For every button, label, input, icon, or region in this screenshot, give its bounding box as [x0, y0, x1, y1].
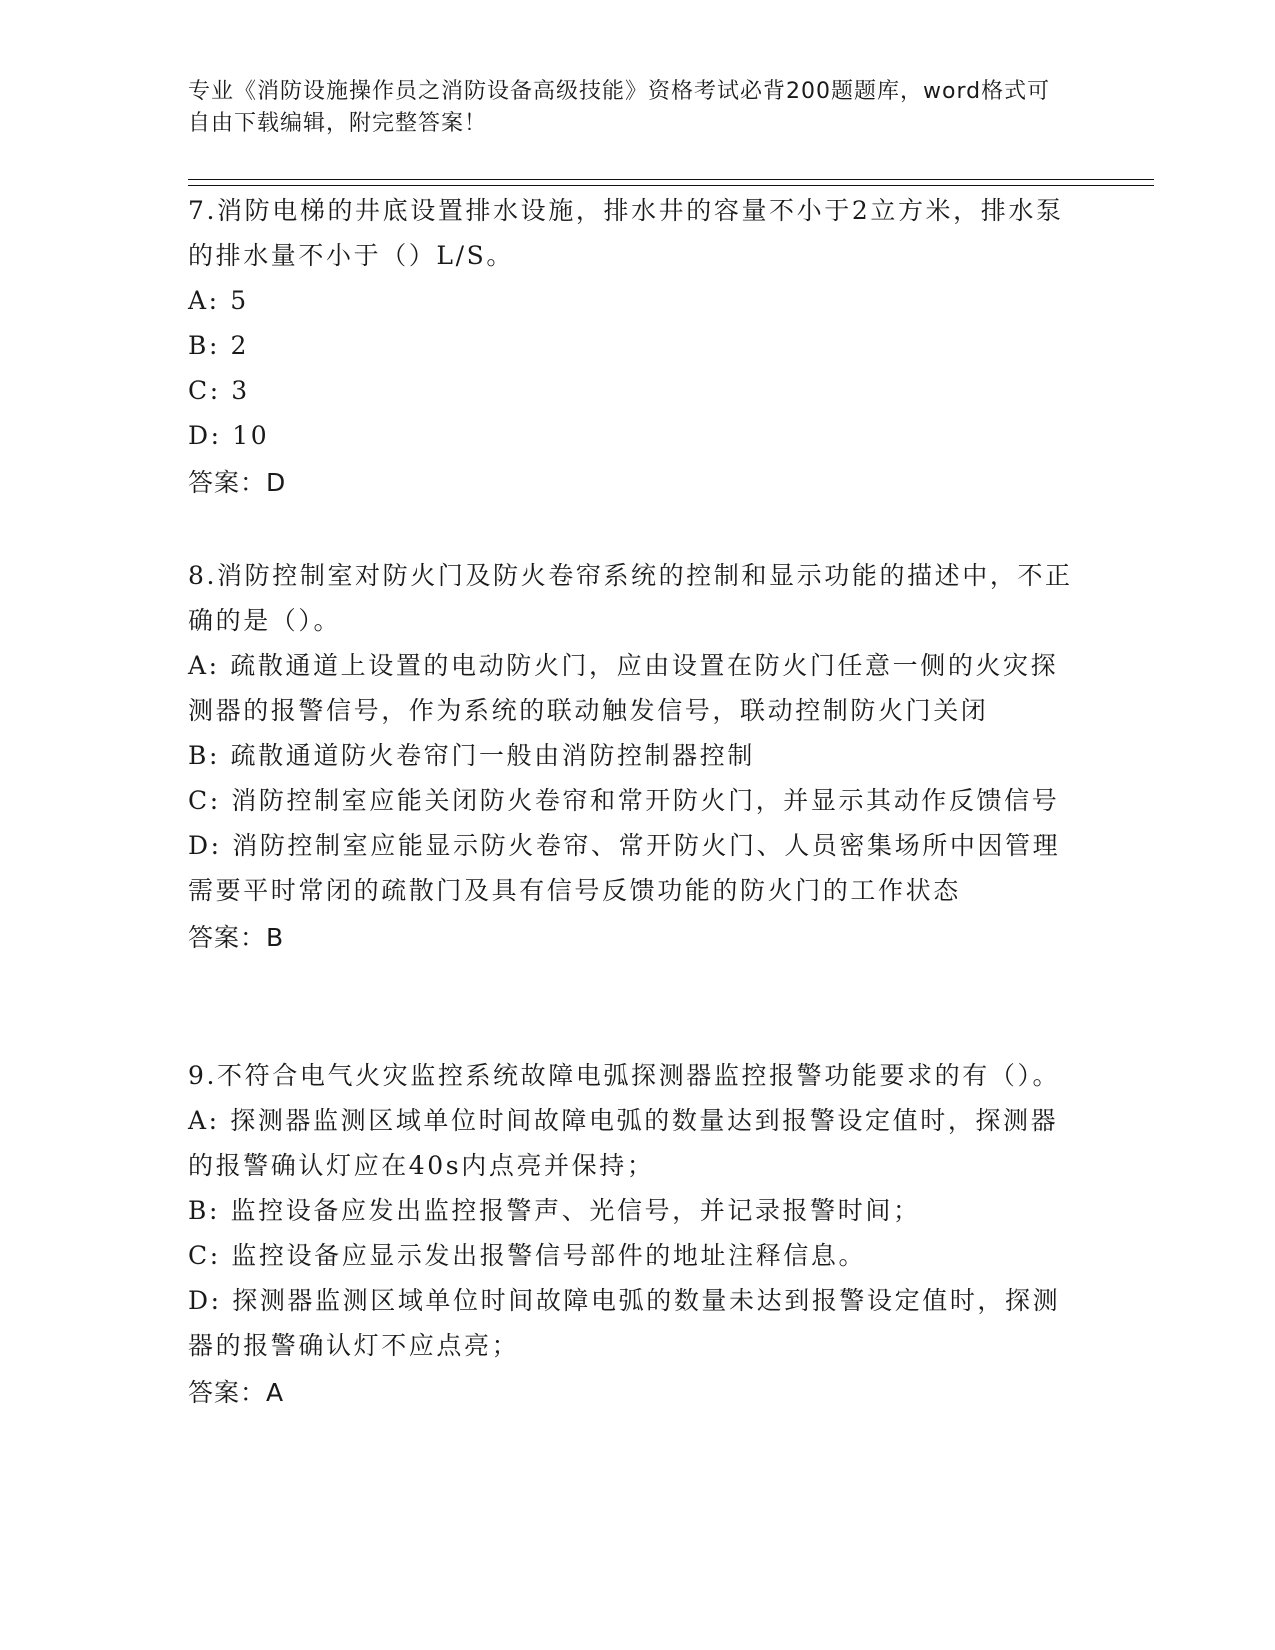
option-a: A: 疏散通道上设置的电动防火门，应由设置在防火门任意一侧的火灾探测器的报警信号，作为系统的联动触发信号，联动控制防火门关闭	[188, 651, 1059, 725]
option-b: B: 2	[188, 331, 250, 360]
question-9	[188, 1053, 1078, 1415]
option-c: C: 消防控制室应能关闭防火卷帘和常开防火门，并显示其动作反馈信号	[188, 786, 1060, 815]
answer-line	[188, 1370, 1078, 1415]
answer-line	[188, 460, 1078, 505]
option-c: C: 监控设备应显示发出报警信号部件的地址注释信息。	[188, 1241, 867, 1270]
question-7	[188, 188, 1078, 505]
question-stem: 9.不符合电气火灾监控系统故障电弧探测器监控报警功能要求的有（）。	[188, 1061, 1061, 1090]
question-8	[188, 553, 1078, 960]
option-b: B: 疏散通道防火卷帘门一般由消防控制器控制	[188, 741, 755, 770]
answer-value: A	[266, 1378, 285, 1407]
option-d: D: 探测器监测区域单位时间故障电弧的数量未达到报警设定值时，探测器的报警确认灯不应点亮；	[188, 1286, 1061, 1360]
answer-label: 答案：	[188, 468, 267, 497]
option-a: A: 5	[188, 286, 249, 315]
question-stem: 7.消防电梯的井底设置排水设施，排水井的容量不小于2立方米，排水泵的排水量不小于（）L/S。	[188, 196, 1064, 270]
option-c: C: 3	[188, 376, 250, 405]
document-header: 专业《消防设施操作员之消防设备高级技能》资格考试必背200题题库，word格式可自由下载编辑，附完整答案！	[188, 79, 1051, 136]
answer-value: B	[266, 923, 285, 952]
option-d: D: 消防控制室应能显示防火卷帘、常开防火门、人员密集场所中因管理需要平时常闭的疏散门及具有信号反馈功能的防火门的工作状态	[188, 831, 1061, 905]
header-divider-top	[188, 179, 1154, 180]
answer-label: 答案：	[188, 1378, 267, 1407]
option-a: A: 探测器监测区域单位时间故障电弧的数量达到报警设定值时，探测器的报警确认灯应在40s内点亮并保持；	[188, 1106, 1059, 1180]
answer-label: 答案：	[188, 923, 267, 952]
answer-value: D	[266, 468, 287, 497]
question-stem: 8.消防控制室对防火门及防火卷帘系统的控制和显示功能的描述中，不正确的是（）。	[188, 561, 1073, 635]
option-d: D: 10	[188, 421, 270, 450]
header-divider-bottom	[188, 185, 1154, 186]
option-b: B: 监控设备应发出监控报警声、光信号，并记录报警时间；	[188, 1196, 921, 1225]
answer-line	[188, 915, 1078, 960]
